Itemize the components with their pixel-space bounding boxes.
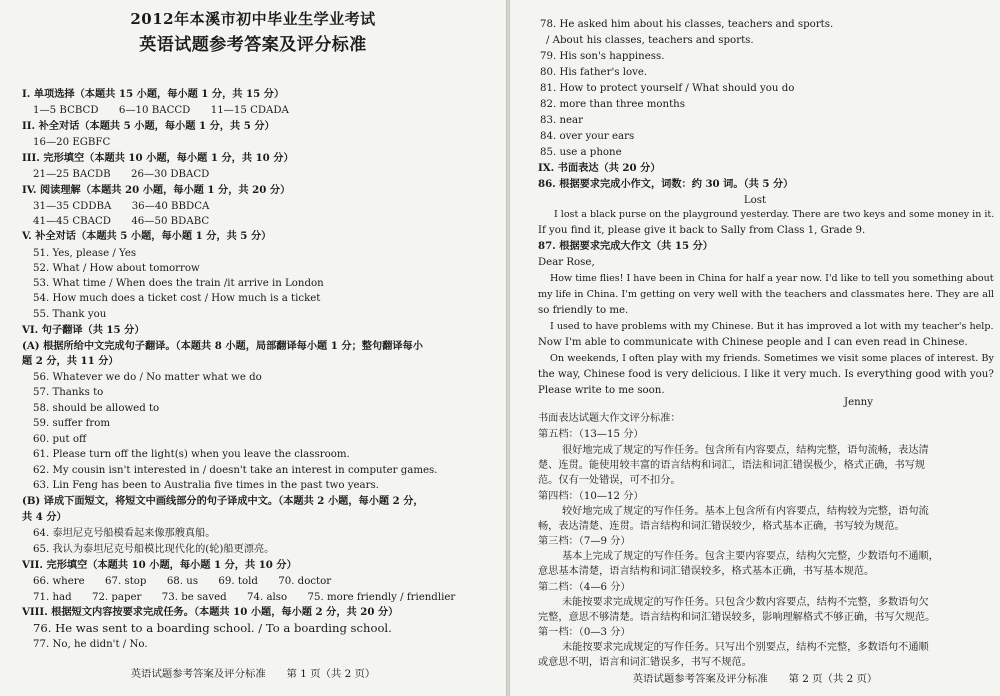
section-8-heading: VIII. 根据短文内容按要求完成任务。（本题共 10 小题，每小题 2 分，共 20 分） (22, 606, 399, 618)
answer-line: 84. over your ears (540, 131, 635, 142)
answer-line: 58. should be allowed to (33, 403, 160, 414)
answer-line: 1—5 BCBCD 6—10 BACCD 11—15 CDADA (33, 105, 289, 116)
task-86-heading: 86. 根据要求完成小作文，词数：约 30 词。（共 5 分） (538, 178, 794, 190)
essay-line: If you find it, please give it back to Sally from Class 1, Grade 9. (538, 225, 866, 236)
answer-line: 59. suffer from (33, 418, 111, 429)
letter-greeting: Dear Rose, (538, 257, 595, 268)
section-3-heading: III. 完形填空（本题共 10 小题，每小题 1 分，共 10 分） (22, 152, 294, 164)
subsection-a-heading-cont: 题 2 分，共 11 分） (22, 355, 119, 367)
subsection-a-heading: (A) 根据所给中文完成句子翻译。（本题共 8 小题，局部翻译每小题 1 分；整句翻译每小 (22, 340, 423, 352)
answer-line: 63. Lin Feng has been to Australia five times in the past two years. (33, 480, 379, 491)
answer-line: 41—45 CBACD 46—50 BDABC (33, 216, 210, 227)
answer-line: 57. Thanks to (33, 387, 104, 398)
answer-line: 76. He was sent to a boarding school. / To a boarding school. (33, 621, 392, 635)
section-4-heading: IV. 阅读理解（本题共 20 小题，每小题 1 分，共 20 分） (22, 184, 291, 196)
section-9-heading: IX. 书面表达（共 20 分） (538, 162, 661, 174)
grade-level-3: 第三档：（7—9 分） (538, 536, 631, 547)
criteria-line: 很好地完成了规定的写作任务。包含所有内容要点，结构完整，语句流畅，表达清 (562, 445, 929, 456)
essay-line: so friendly to me. (538, 305, 629, 316)
essay-line: On weekends, I often play with my friends. Sometimes we visit some places of interest. By (550, 353, 994, 364)
criteria-line: 或意思不明，语言和词汇错误多，书写不规范。 (538, 657, 752, 668)
criteria-line: 较好地完成了规定的写作任务。基本上包含所有内容要点，结构较为完整，语句流 (562, 506, 929, 517)
answer-line: 60. put off (33, 434, 87, 445)
answer-line: 61. Please turn off the light(s) when you leave the classroom. (33, 449, 350, 460)
answer-line: 55. Thank you (33, 309, 107, 320)
essay-line: Now I'm able to communicate with Chinese people and I can even read in Chinese. (538, 337, 968, 348)
answer-line: 62. My cousin isn't interested in / doesn't take an interest in computer games. (33, 465, 438, 476)
answer-line: 82. more than three months (540, 99, 685, 110)
answer-line: 51. Yes, please / Yes (33, 248, 137, 259)
answer-line: 83. near (540, 115, 583, 126)
section-6-heading: VI. 句子翻译（共 15 分） (22, 324, 145, 336)
grade-level-4: 第四档：（10—12 分） (538, 491, 644, 502)
grade-level-1: 第一档：（0—3 分） (538, 627, 631, 638)
essay-line: How time flies! I have been in China for half a year now. I'd like to tell you something about (550, 273, 994, 284)
answer-line: 66. where 67. stop 68. us 69. told 70. doctor (33, 576, 332, 587)
answer-page-2 (510, 0, 1000, 696)
criteria-line: 畅，表达清楚、连贯。语言结构和词汇错误较少，格式基本正确，书写较为规范。 (538, 521, 905, 532)
page-footer: 英语试题参考答案及评分标准 第 1 页（共 2 页） (130, 668, 376, 680)
answer-line: 78. He asked him about his classes, teachers and sports. (540, 19, 834, 30)
answer-line: 71. had 72. paper 73. be saved 74. also 75. more friendly / friendlier (33, 592, 456, 603)
grade-level-5: 第五档：（13—15 分） (538, 429, 644, 440)
answer-line: 65. 我认为泰坦尼克号船模比现代化的(轮)船更漂亮。 (33, 544, 275, 555)
essay-line: my life in China. I'm getting on very well with the teachers and classmates here. They are all (538, 289, 995, 300)
criteria-line: 完整，意思不够清楚。语言结构和词汇错误较多，影响理解格式不够正确，书写欠规范。 (538, 612, 936, 623)
essay-line: I used to have problems with my Chinese. But it has improved a lot with my teacher's help. (550, 321, 994, 332)
answer-line: 56. Whatever we do / No matter what we do (33, 372, 262, 383)
answer-line: 54. How much does a ticket cost / How much is a ticket (33, 293, 321, 304)
answer-line: 16—20 EGBFC (33, 137, 111, 148)
section-2-heading: II. 补全对话（本题共 5 小题，每小题 1 分，共 5 分） (22, 120, 275, 132)
section-1-heading: I. 单项选择（本题共 15 小题，每小题 1 分，共 15 分） (22, 88, 285, 100)
answer-line: 79. His son's happiness. (540, 51, 665, 62)
criteria-line: 未能按要求完成规定的写作任务。只写出个别要点，结构不完整，多数语句不通顺 (562, 642, 929, 653)
answer-line: 77. No, he didn't / No. (33, 639, 148, 650)
answer-line: 85. use a phone (540, 147, 622, 158)
answer-line: 31—35 CDDBA 36—40 BBDCA (33, 201, 210, 212)
document-subtitle: 英语试题参考答案及评分标准 (139, 35, 367, 55)
task-87-heading: 87. 根据要求完成大作文（共 15 分） (538, 240, 713, 252)
section-5-heading: V. 补全对话（本题共 5 小题，每小题 1 分，共 5 分） (22, 230, 272, 242)
section-7-heading: VII. 完形填空（本题共 10 小题，每小题 1 分，共 10 分） (22, 559, 297, 571)
essay-line: the way, Chinese food is very delicious. I like it very much. Is everything good with you? (538, 369, 994, 380)
criteria-line: 楚、连贯。能使用较丰富的语言结构和词汇，语法和词汇错误极少，格式正确，书写规 (538, 460, 926, 471)
criteria-line: 未能按要求完成规定的写作任务。只包含少数内容要点，结构不完整，多数语句欠 (562, 597, 929, 608)
answer-line: 81. How to protect yourself / What should you do (540, 83, 795, 94)
essay-line: Please write to me soon. (538, 385, 665, 396)
criteria-line: 范。仅有一处错误，可不扣分。 (538, 475, 681, 486)
answer-line: 21—25 BACDB 26—30 DBACD (33, 169, 210, 180)
grading-criteria-heading: 书面表达试题大作文评分标准： (538, 413, 681, 424)
subsection-b-heading: (B) 译成下面短文，将短文中画线部分的句子译成中文。（本题共 2 小题，每小题 2 分， (22, 495, 424, 507)
essay-title-lost: Lost (743, 195, 767, 206)
answer-line: 80. His father's love. (540, 67, 648, 78)
answer-line: 53. What time / When does the train /it arrive in London (33, 278, 324, 289)
letter-signature: Jenny (844, 397, 873, 408)
answer-line: 52. What / How about tomorrow (33, 263, 200, 274)
criteria-line: 意思基本清楚，语言结构和词汇错误较多，格式基本正确，书写基本规范。 (538, 566, 875, 577)
essay-line: I lost a black purse on the playground yesterday. There are two keys and some money in it. (554, 209, 995, 220)
answer-line: 64. 泰坦尼克号船模看起来像那艘真船。 (33, 528, 216, 539)
grade-level-2: 第二档：（4—6 分） (538, 582, 631, 593)
subsection-b-heading-cont: 共 4 分） (22, 511, 67, 523)
answer-line: / About his classes, teachers and sports. (546, 35, 754, 46)
exam-title: 2012年本溪市初中毕业生学业考试 (130, 10, 376, 28)
criteria-line: 基本上完成了规定的写作任务。包含主要内容要点，结构欠完整，少数语句不通顺， (562, 551, 939, 562)
page-footer: 英语试题参考答案及评分标准 第 2 页（共 2 页） (632, 673, 878, 685)
